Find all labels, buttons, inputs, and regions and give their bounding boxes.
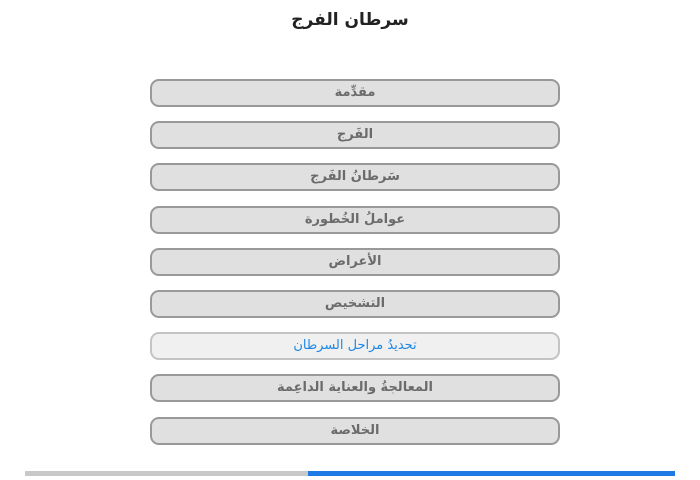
menu-item-risk-factors[interactable]: عواملُ الخُطورة <box>150 206 560 234</box>
menu-item-staging[interactable]: تحديدُ مراحل السرطان <box>150 332 560 360</box>
menu-item-diagnosis[interactable]: التشخيص <box>150 290 560 318</box>
progress-bar-fill <box>308 471 675 476</box>
menu-item-introduction[interactable]: مقدِّمة <box>150 79 560 107</box>
menu-item-treatment[interactable]: المعالجةُ والعناية الداعِمة <box>150 374 560 402</box>
menu-item-vulvar-cancer[interactable]: سَرطانُ الفَرج <box>150 163 560 191</box>
menu-item-vulva[interactable]: الفَرج <box>150 121 560 149</box>
progress-bar <box>25 471 675 476</box>
menu-item-symptoms[interactable]: الأعراض <box>150 248 560 276</box>
page-title: سرطان الفرج <box>291 10 409 30</box>
menu-item-summary[interactable]: الخلاصة <box>150 417 560 445</box>
section-menu <box>150 79 560 459</box>
